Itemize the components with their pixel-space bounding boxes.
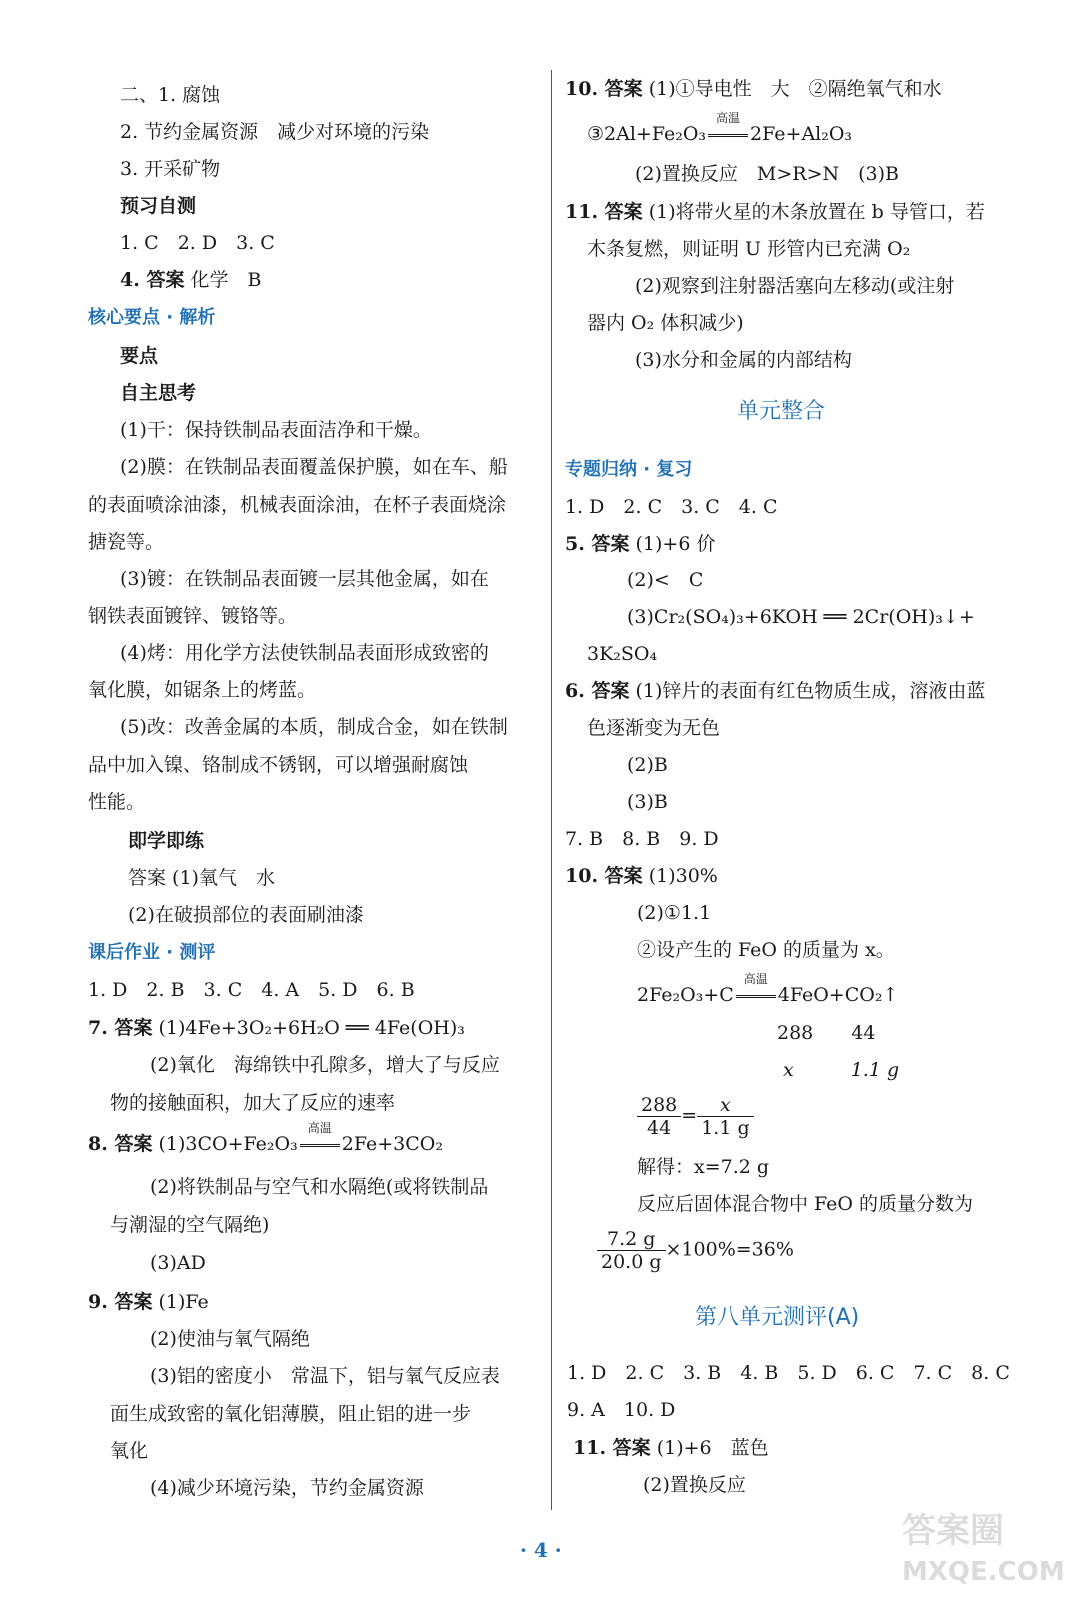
text-line: 3. 开采矿物 bbox=[120, 158, 221, 180]
text-line: 反应后固体混合物中 FeO 的质量分数为 bbox=[637, 1193, 974, 1215]
watermark-logo bbox=[896, 1502, 1066, 1592]
text-line: 性能。 bbox=[88, 791, 146, 813]
text-line: (2)置换反应 bbox=[643, 1474, 746, 1496]
equation-left: 2Fe₂O₃+C bbox=[637, 984, 734, 1006]
answer-text: 化学 B bbox=[184, 269, 262, 291]
answer-line bbox=[88, 1289, 209, 1315]
text-line: (3)铝的密度小 常温下，铝与氧气反应表 bbox=[150, 1365, 500, 1387]
answer-text: (1)锌片的表面有红色物质生成，溶液由蓝 bbox=[629, 680, 986, 702]
answer-text: (1)Fe bbox=[152, 1291, 209, 1313]
text-line: (2)B bbox=[627, 754, 668, 776]
text-line: (4)烤：用化学方法使铁制品表面形成致密的 bbox=[120, 642, 489, 664]
text-line: (2)使油与氧气隔绝 bbox=[150, 1328, 310, 1350]
svg-text:答案圈: 答案圈 bbox=[902, 1511, 1004, 1551]
answer-line: 9. A 10. D bbox=[567, 1399, 676, 1421]
text-line: (2)将铁制品与空气和水隔绝(或将铁制品 bbox=[150, 1176, 489, 1198]
section-heading: 核心要点 · 解析 bbox=[88, 307, 216, 328]
text-line: 解得：x=7.2 g bbox=[637, 1156, 770, 1178]
answer-label: 4. 答案 bbox=[120, 269, 185, 291]
equation bbox=[587, 111, 853, 147]
answer-line bbox=[120, 267, 261, 293]
page-number: · 4 · bbox=[520, 1538, 562, 1562]
reaction-condition: 高温 bbox=[706, 121, 750, 147]
equation-right: 4FeO+CO₂↑ bbox=[777, 984, 899, 1006]
answer-line bbox=[565, 531, 715, 557]
answer-line bbox=[573, 1435, 769, 1461]
text-line: 品中加入镍、铬制成不锈钢，可以增强耐腐蚀 bbox=[88, 754, 469, 776]
equation-right: 2Fe+Al₂O₃ bbox=[750, 123, 853, 145]
answer-line bbox=[565, 76, 942, 102]
equation: (3)Cr₂(SO₄)₃+6KOH ══ 2Cr(OH)₃↓+ bbox=[627, 606, 975, 628]
section-heading: 专题归纳 · 复习 bbox=[565, 459, 693, 480]
answer-label: 7. 答案 bbox=[88, 1017, 153, 1039]
text-line: (2)置换反应 M>R>N (3)B bbox=[635, 163, 900, 185]
answer-label: 10. 答案 bbox=[565, 865, 643, 887]
subheading: 预习自测 bbox=[120, 195, 197, 217]
answer-line bbox=[565, 863, 718, 889]
answer-text: (1)将带火星的木条放置在 b 导管口，若 bbox=[642, 201, 985, 223]
answer-line: 1. D 2. C 3. B 4. B 5. D 6. C 7. C 8. C bbox=[567, 1362, 1010, 1384]
text-line: (2)观察到注射器活塞向左移动(或注射 bbox=[635, 275, 955, 297]
text-line: 二、1. 腐蚀 bbox=[120, 84, 221, 106]
answer-text: (1)+6 蓝色 bbox=[650, 1437, 769, 1459]
subheading: 即学即练 bbox=[128, 830, 205, 852]
equation bbox=[637, 972, 899, 1008]
text-line: 2. 节约金属资源 减少对环境的污染 bbox=[120, 121, 430, 143]
section-heading: 课后作业 · 测评 bbox=[88, 942, 216, 963]
text-line: (3)AD bbox=[150, 1252, 206, 1274]
text-line: (2)膜：在铁制品表面覆盖保护膜，如在车、船 bbox=[120, 456, 508, 478]
text-line: 氧化 bbox=[110, 1440, 149, 1462]
answer-line bbox=[565, 678, 985, 704]
answer-line: 1. D 2. C 3. C 4. C bbox=[565, 496, 778, 518]
equation-right: 2Fe+3CO₂ bbox=[341, 1133, 443, 1155]
answer-line bbox=[88, 1015, 465, 1041]
answer-text: (1)30% bbox=[642, 865, 718, 887]
text-line: 色逐渐变为无色 bbox=[587, 717, 721, 739]
reaction-condition: 高温 bbox=[734, 982, 778, 1008]
text-line: (3)镀：在铁制品表面镀一层其他金属，如在 bbox=[120, 568, 489, 590]
text-line: x 1.1 g bbox=[783, 1059, 900, 1081]
answer-text: (1)+6 价 bbox=[629, 533, 716, 555]
answer-line: (2)在破损部位的表面刷油漆 bbox=[128, 904, 364, 926]
equation: (1)4Fe+3O₂+6H₂O ══ 4Fe(OH)₃ bbox=[152, 1017, 465, 1039]
text-line: 氧化膜，如锯条上的烤蓝。 bbox=[88, 679, 317, 701]
text-line: (2)①1.1 bbox=[637, 902, 712, 924]
text-line: (2)氧化 海绵铁中孔隙多，增大了与反应 bbox=[150, 1054, 500, 1076]
reaction-condition: 高温 bbox=[298, 1131, 342, 1157]
subheading: 要点 bbox=[120, 345, 159, 367]
answer-label: 11. 答案 bbox=[565, 201, 643, 223]
answer-line bbox=[565, 199, 985, 225]
answer-line: 1. C 2. D 3. C bbox=[120, 232, 275, 254]
text-line: 钢铁表面镀锌、镀铬等。 bbox=[88, 605, 298, 627]
column-divider bbox=[551, 70, 552, 1510]
fraction: $\frac{288}{44}$ bbox=[637, 1094, 681, 1139]
fraction-equation: $\frac{7.2 g}{20.0 g}$ ×100%=36% bbox=[597, 1228, 794, 1273]
text-line: (3)水分和金属的内部结构 bbox=[635, 349, 852, 371]
answer-label: 8. 答案 bbox=[88, 1133, 153, 1155]
text-line: ②设产生的 FeO 的质量为 x。 bbox=[637, 939, 895, 961]
fraction-equation: $\frac{288}{44}$ = $\frac{x}{1.1 g}$ bbox=[637, 1094, 754, 1139]
text-line: (5)改：改善金属的本质，制成合金，如在铁制 bbox=[120, 716, 508, 738]
answer-label: 6. 答案 bbox=[565, 680, 630, 702]
answer-label: 9. 答案 bbox=[88, 1291, 153, 1313]
text-line: (3)B bbox=[627, 791, 668, 813]
answer-line: 答案 (1)氧气 水 bbox=[128, 867, 275, 889]
watermark-text: MXQE.COM bbox=[902, 1557, 1065, 1587]
answer-label: 11. 答案 bbox=[573, 1437, 651, 1459]
text-line: 搪瓷等。 bbox=[88, 531, 165, 553]
equation: 3K₂SO₄ bbox=[587, 643, 658, 665]
text-line: 288 44 bbox=[777, 1022, 876, 1044]
unit-title: 第八单元测评(A) bbox=[695, 1305, 860, 1330]
unit-title: 单元整合 bbox=[737, 399, 826, 424]
answer-label: 10. 答案 bbox=[565, 78, 643, 100]
answer-line: 7. B 8. B 9. D bbox=[565, 828, 719, 850]
answer-text: (1)①导电性 大 ②隔绝氧气和水 bbox=[642, 78, 942, 100]
answer-label: 5. 答案 bbox=[565, 533, 630, 555]
text-line: 物的接触面积，加大了反应的速率 bbox=[110, 1092, 396, 1114]
text-line: (1)干：保持铁制品表面洁净和干燥。 bbox=[120, 419, 432, 441]
equation-left: ③2Al+Fe₂O₃ bbox=[587, 123, 707, 145]
text-line: 面生成致密的氧化铝薄膜，阻止铝的进一步 bbox=[110, 1403, 472, 1425]
fraction: $\frac{x}{1.1 g}$ bbox=[697, 1094, 753, 1139]
subheading: 自主思考 bbox=[120, 382, 197, 404]
answer-line bbox=[88, 1121, 443, 1157]
equation-left: (1)3CO+Fe₂O₃ bbox=[152, 1133, 298, 1155]
text-line: (4)减少环境污染，节约金属资源 bbox=[150, 1477, 424, 1499]
text-line: 与潮湿的空气隔绝) bbox=[110, 1214, 270, 1236]
text-line: (2)< C bbox=[627, 569, 704, 591]
text-line: 的表面喷涂油漆，机械表面涂油，在杯子表面烧涂 bbox=[88, 494, 507, 516]
answer-line: 1. D 2. B 3. C 4. A 5. D 6. B bbox=[88, 979, 415, 1001]
text-line: 器内 O₂ 体积减少) bbox=[587, 312, 744, 334]
text-line: 木条复燃，则证明 U 形管内已充满 O₂ bbox=[587, 238, 911, 260]
fraction: $\frac{7.2 g}{20.0 g}$ bbox=[597, 1228, 666, 1273]
